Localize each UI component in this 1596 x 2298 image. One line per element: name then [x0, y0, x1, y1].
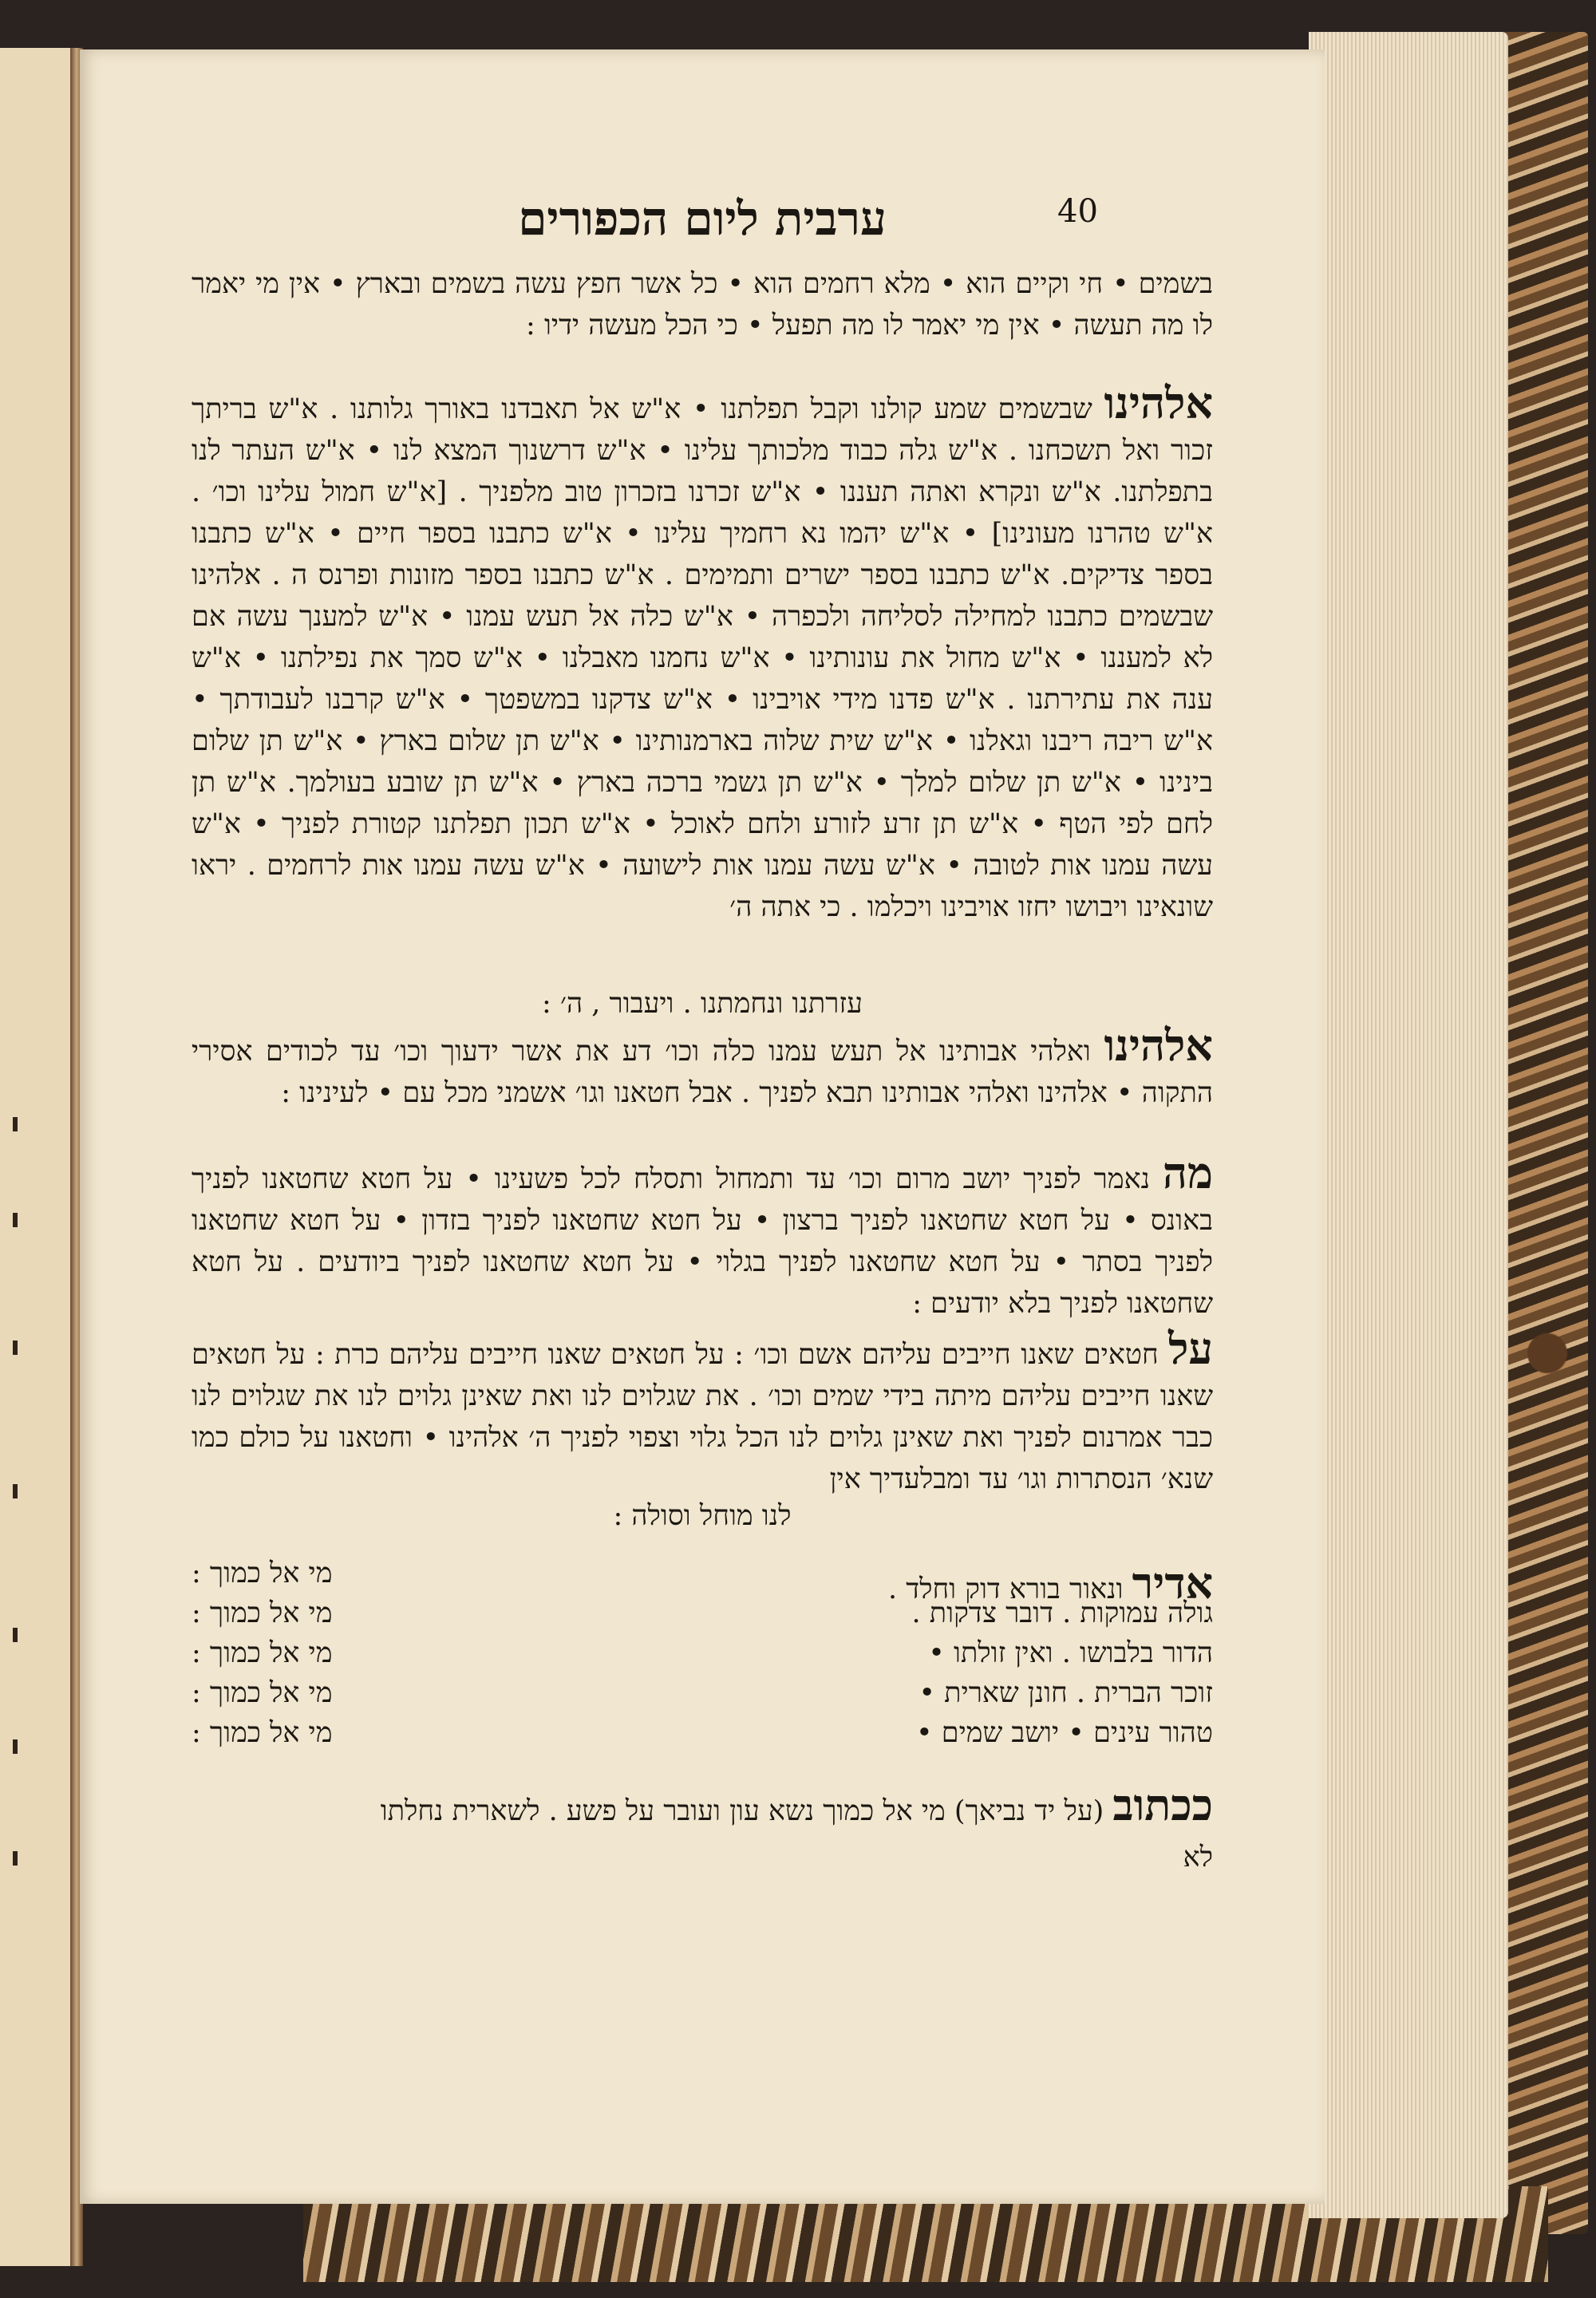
- poem-row: [192, 1677, 1213, 1717]
- paragraph-tail: [192, 1837, 1213, 1878]
- poem-refrain: מי אל כמוך :: [192, 1637, 333, 1669]
- poem-line: טהור עינים • יושב שמים •: [915, 1717, 1213, 1749]
- print-mark: [13, 1851, 18, 1866]
- paragraph-lead-word: על: [1168, 1323, 1213, 1374]
- paragraph-lead-word: אלהינו: [1104, 377, 1213, 428]
- poem-refrain: מי אל כמוך :: [192, 1717, 333, 1749]
- paragraph-text: נאמר לפניך יושב מרום וכו׳ עד ותמחול ותסלח לכל פשעינו • על חטא שחטאנו לפניך באונס • על חטא שחטאנו לפניך ברצון • על חטא שחטאנו לפניך בזדון • על חטא שחטאנו לפניך בסתר • על חטא שחטאנו לפניך בגלוי • על חטא שחטאנו לפניך ביודעים . על חטא שחטאנו לפניך בלא יודעים :: [192, 1163, 1213, 1320]
- book-page: [80, 49, 1325, 2204]
- poem-refrain: מי אל כמוך :: [192, 1677, 333, 1709]
- print-mark: [13, 1340, 18, 1355]
- left-page: [0, 48, 77, 2266]
- paragraph-text: לא: [1183, 1842, 1213, 1874]
- poem: [192, 1558, 1213, 1757]
- centered-line: לנו מוחל וסולה :: [613, 1500, 792, 1532]
- paragraph-text: (על יד נביאך) מי אל כמוך נשא עון ועובר על פשע . לשארית נחלתו: [380, 1795, 1104, 1827]
- paragraph-text: ואלהי אבותינו אל תעש עמנו כלה וכו׳ דע את אשר ידעוך וכו׳ עד לכודים אסירי התקוה • אלהינו ואלהי אבותינו תבא לפניך . אבל חטאנו וגו׳ אשמני מכל עם • לעינינו :: [192, 1036, 1213, 1109]
- paragraph: [192, 1779, 1213, 1832]
- paragraph-text: שבשמים שמע קולנו וקבל תפלתנו • א"ש אל תאבדנו באורך גלותנו . א"ש בריתך זכור ואל תשכחנו . א"ש גלה כבוד מלכותך עלינו • א"ש דרשנוך המצא לנו • א"ש העתר לנו בתפלתנו. א"ש ונקרא ואתה תעננו • א"ש זכרנו בזכרון טוב מלפניך . [א"ש חמול עלינו וכו׳ . א"ש טהרנו מעונינו] • א"ש יהמו נא רחמיך עלינו • א"ש כתבנו בספר חיים • א"ש כתבנו בספר צדיקים. א"ש כתבנו בספר ישרים ותמימים . א"ש כתבנו בספר מזונות ופרנס ה . אלהינו שבשמים כתבנו למחילה לסליחה ולכפרה • א"ש כלה אל תעש עמנו • א"ש למענך עשה אם לא למעננו • א"ש מחול את עונותינו • א"ש נחמנו מאבלנו • א"ש סמך את נפילתנו • א"ש ענה את עתירתנו . א"ש פדנו מידי אויבינו • א"ש צדקנו במשפטך • א"ש קרבנו לעבודתך • א"ש ריבה ריבנו וגאלנו • א"ש שית שלוה בארמנותינו • א"ש תן שלום בארץ • א"ש תן שלום בינינו • א"ש תן שלום למלך • א"ש תן גשמי ברכה בארץ • א"ש תן שובע בעולמך. א"ש תן לחם לפי הטף • א"ש תן זרע לזורע ולחם לאוכל • א"ש תכון תפלתנו קטורת לפניך • א"ש עשה עמנו אות לטובה • א"ש עשה עמנו אות לישועה • א"ש עשה עמנו אות לרחמים . יראו שונאינו ויבושו יחזו אויבינו ויכלמו . כי אתה ה׳: [192, 393, 1213, 923]
- poem-line: זוכר הברית . חונן שארית •: [918, 1677, 1213, 1709]
- poem-line: גולה עמוקות . דובר צדקות .: [911, 1597, 1213, 1629]
- print-mark: [13, 1628, 18, 1642]
- print-mark: [13, 1484, 18, 1498]
- page-number: 40: [1057, 193, 1098, 230]
- poem-refrain: מי אל כמוך :: [192, 1597, 333, 1629]
- print-mark: [13, 1117, 18, 1131]
- poem-refrain: מי אל כמוך :: [192, 1558, 333, 1589]
- poem-row: [192, 1637, 1213, 1677]
- page-stack: [1309, 32, 1508, 2218]
- paragraph: [192, 1147, 1213, 1325]
- print-mark: [13, 1213, 18, 1227]
- poem-line: הדור בלבושו . ואין זולתו •: [928, 1637, 1213, 1669]
- paragraph-text: בשמים • חי וקיים הוא • מלא רחמים הוא • כל אשר חפץ עשה בשמים ובארץ • אין מי יאמר לו מה תעשה • אין מי יאמר לו מה תפעל • כי הכל מעשה ידיו :: [192, 268, 1213, 342]
- poem-row: [192, 1597, 1213, 1637]
- paragraph-text: חטאים שאנו חייבים עליהם אשם וכו׳ : על חטאים שאנו חייבים עליהם כרת : על חטאים שאנו חייבים עליהם מיתה בידי שמים וכו׳ . את שגלוים לנו ואת שאינן גלוים לנו את שגלוים לנו כבר אמרנום לפניך ואת שאינן גלוים לנו הכל גלוי וצפוי לפניך ה׳ אלהינו • וחטאנו על כולם כמו שנא׳ הנסתרות וגו׳ עד ומבלעדיך אין: [192, 1339, 1213, 1495]
- paragraph-lead-word: אלהינו: [1104, 1020, 1213, 1071]
- paragraph: [192, 263, 1213, 346]
- poem-row: [192, 1717, 1213, 1757]
- print-mark: [13, 1739, 18, 1754]
- paragraph: [192, 1323, 1213, 1500]
- poem-lead-word: אדיר: [1132, 1558, 1213, 1609]
- poem-row: [192, 1558, 1213, 1609]
- page-title: ערבית ליום הכפורים: [518, 192, 887, 246]
- paragraph: [192, 377, 1213, 928]
- centered-line: עזרתנו ונחמתנו . ויעבור , ה׳ :: [542, 988, 863, 1020]
- paragraph-lead-word: ככתוב: [1112, 1779, 1213, 1830]
- paragraph-lead-word: מה: [1162, 1147, 1213, 1198]
- paragraph: [192, 1020, 1213, 1114]
- poem-line: ונאור בורא דוק וחלד .: [887, 1573, 1124, 1605]
